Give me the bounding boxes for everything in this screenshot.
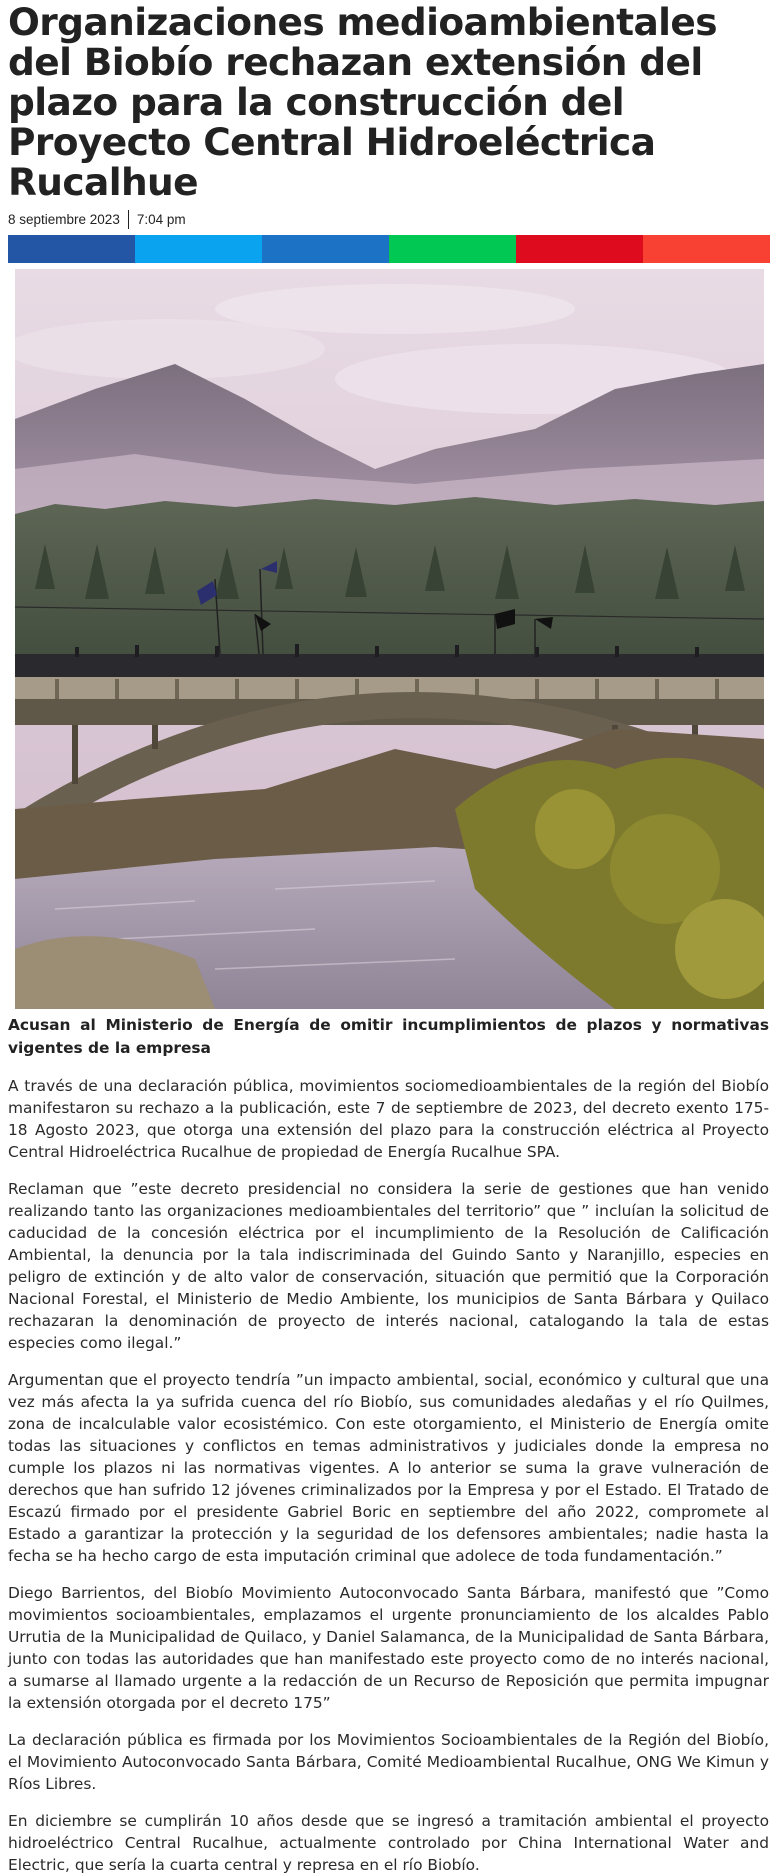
meta-divider xyxy=(128,210,129,229)
article-meta xyxy=(8,210,769,229)
article-time: 7:04 pm xyxy=(136,212,186,227)
article-paragraph: Argumentan que el proyecto tendría ”un impacto ambiental, social, económico y cultural que una vez más afecta la ya sufrida cuenca del río Biobío, sus comunidades aledañas y el río Quilmes, zona de incalculable valor ecosistémico. Con este otorgamiento, el Ministerio de Energía omite todas las situaciones y conflictos en temas administrativos y judiciales donde la empresa no cumple los plazos ni las normativas vigentes. A lo anterior se suma la grave vulneración de derechos que han sufrido 12 jóvenes criminalizados por la Empresa y por el Estado. El Tratado de Escazú firmado por el presidente Gabriel Boric en septiembre del año 2022, compromete al Estado a garantizar la protección y la seguridad de los defensores ambientales; nadie hasta la fecha se ha hecho cargo de esta imputación criminal que adolece de toda fundamentación.” xyxy=(8,1371,769,1565)
article-headline: Organizaciones medioambientales del Biobío rechazan extensión del plazo para la construcción del Proyecto Central Hidroeléctrica Rucalhue xyxy=(8,0,717,204)
article-body xyxy=(8,1075,769,1876)
article xyxy=(0,2,777,1876)
article-photo xyxy=(15,269,764,1009)
color-stripe-segment xyxy=(8,235,135,263)
article-paragraph: En diciembre se cumplirán 10 años desde que se ingresó a tramitación ambiental el proyecto hidroeléctrico Central Rucalhue, actualmente controlado por China International Water and Electric, que sería la cuarta central y represa en el río Biobío. xyxy=(8,1812,769,1874)
article-paragraph: Reclaman que ”este decreto presidencial no considera la serie de gestiones que han venido realizando tanto las organizaciones medioambientales del territorio” que ” incluían la solicitud de caducidad de la concesión eléctrica por el incumplimiento de la Resolución de Calificación Ambiental, la denuncia por la tala indiscriminada del Guindo Santo y Naranjillo, especies en peligro de extinción y de alto valor de conservación, situación que permitió que la Corporación Nacional Forestal, el Ministerio de Medio Ambiente, los municipios de Santa Bárbara y Quilaco rechazaran la denominación de proyecto de interés nacional, catalogando la tala de estas especies como ilegal.” xyxy=(8,1180,769,1352)
color-stripe-segment xyxy=(262,235,389,263)
color-stripe xyxy=(8,235,770,263)
article-paragraph: La declaración pública es firmada por los Movimientos Socioambientales de la Región del Biobío, el Movimiento Autoconvocado Santa Bárbara, Comité Medioambiental Rucalhue, ONG We Kimun y Ríos Libres. xyxy=(8,1731,769,1793)
color-stripe-segment xyxy=(135,235,262,263)
article-subtitle: Acusan al Ministerio de Energía de omitir incumplimientos de plazos y normativas vigentes de la empresa xyxy=(8,1016,769,1057)
article-paragraph: Diego Barrientos, del Biobío Movimiento Autoconvocado Santa Bárbara, manifestó que ”Como movimientos socioambientales, emplazamos el urgente pronunciamiento de los alcaldes Pablo Urrutia de la Municipalidad de Quilaco, y Daniel Salamanca, de la Municipalidad de Santa Bárbara, junto con todas las autoridades que han manifestado este proyecto como de no interés nacional, a sumarse al llamado urgente a la redacción de un Recurso de Reposición que permita impugnar la extensión otorgada por el decreto 175” xyxy=(8,1584,769,1712)
color-stripe-segment xyxy=(389,235,516,263)
article-paragraph: A través de una declaración pública, movimientos sociomedioambientales de la región del Biobío manifestaron su rechazo a la publicación, este 7 de septiembre de 2023, del decreto exento 175-18 Agosto 2023, que otorga una extensión del plazo para la construcción eléctrica al Proyecto Central Hidroeléctrica Rucalhue de propiedad de Energía Rucalhue SPA. xyxy=(8,1077,769,1161)
article-date: 8 septiembre 2023 xyxy=(8,212,120,227)
color-stripe-segment xyxy=(643,235,770,263)
color-stripe-segment xyxy=(516,235,643,263)
